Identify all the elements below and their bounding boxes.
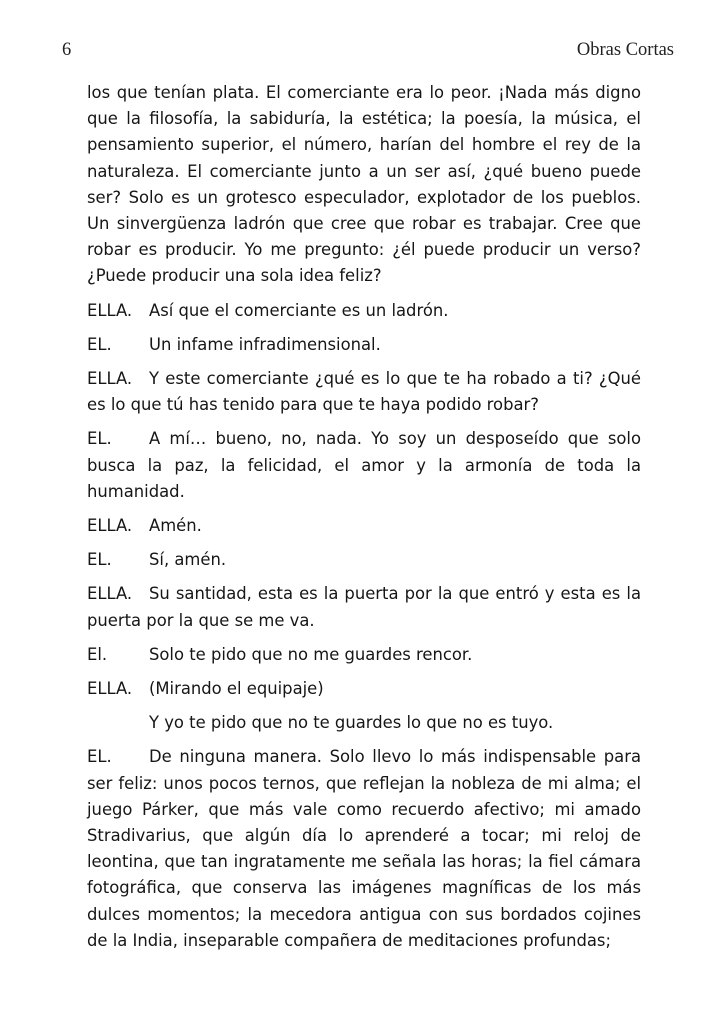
speaker-label: ELLA. <box>87 584 133 604</box>
speaker-label: El. <box>87 644 108 664</box>
dialogue-line <box>87 676 641 702</box>
dialogue-text: Su santidad, esta es la puerta por la que entró y esta es la puerta por la que se me va. <box>87 584 641 630</box>
paragraph-text: los que tenían plata. El comerciante era lo peor. ¡Nada más digno que la filosofía, la sabiduría, la estética; la poesía, la música, el pensamiento superior, el número, harían del hombre el rey de la naturaleza. El comerciante junto a un ser así, ¿qué bueno puede ser? Solo es un grotesco especulador, explotador de los pueblos. Un sinvergüenza ladrón que cree que robar es trabajar. Cree que robar es producir. Yo me pregunto: ¿él puede producir un verso? ¿Puede producir una sola idea feliz? <box>87 83 641 286</box>
dialogue-line <box>87 426 641 505</box>
dialogue-text: Y este comerciante ¿qué es lo que te ha robado a ti? ¿Qué es lo que tú has tenido para que te haya podido robar? <box>87 369 641 415</box>
speaker-label: EL. <box>87 429 112 449</box>
dialogue-text: Sí, amén. <box>149 550 227 570</box>
speaker-label: EL. <box>87 550 112 570</box>
speaker-label: ELLA. <box>87 369 133 389</box>
page-number: 6 <box>62 40 72 60</box>
speaker-label: EL. <box>87 334 112 354</box>
dialogue-text: Y yo te pido que no te guardes lo que no es tuyo. <box>149 713 554 733</box>
dialogue-continuation <box>87 710 641 736</box>
page-header <box>62 40 674 64</box>
dialogue-text: Amén. <box>149 516 202 536</box>
dialogue-text: Así que el comerciante es un ladrón. <box>149 300 449 320</box>
dialogue-line <box>87 744 641 954</box>
dialogue-text: De ninguna manera. Solo llevo lo más indispensable para ser feliz: unos pocos ternos, que reflejan la nobleza de mi alma; el juego Párker, que más vale como recuerdo afectivo; mi amado Stradivarius, que algún día lo aprenderé a tocar; mi reloj de leontina, que tan ingratamente me señala las horas; la fiel cámara fotográfica, que conserva las imágenes magníficas de los más dulces momentos; la mecedora antigua con sus bordados cojines de la India, inseparable compañera de meditaciones profundas; <box>87 747 641 950</box>
paragraph-continuation <box>87 80 641 290</box>
dialogue-line <box>87 547 641 573</box>
running-title: Obras Cortas <box>576 40 674 60</box>
dialogue-line <box>87 298 641 324</box>
speaker-label: ELLA. <box>87 516 133 536</box>
speaker-label: ELLA. <box>87 300 133 320</box>
dialogue-text: A mí… bueno, no, nada. Yo soy un desposeído que solo busca la paz, la felicidad, el amor y la armonía de toda la humanidad. <box>87 429 641 501</box>
dialogue-line <box>87 332 641 358</box>
dialogue-line <box>87 366 641 418</box>
speaker-label: EL. <box>87 747 112 767</box>
dialogue-line <box>87 581 641 633</box>
dialogue-line <box>87 513 641 539</box>
page-body <box>87 80 641 954</box>
stage-direction: (Mirando el equipaje) <box>149 679 324 699</box>
dialogue-text: Solo te pido que no me guardes rencor. <box>149 644 473 664</box>
dialogue-text: Un infame infradimensional. <box>149 334 381 354</box>
speaker-label: ELLA. <box>87 679 133 699</box>
dialogue-line <box>87 642 641 668</box>
